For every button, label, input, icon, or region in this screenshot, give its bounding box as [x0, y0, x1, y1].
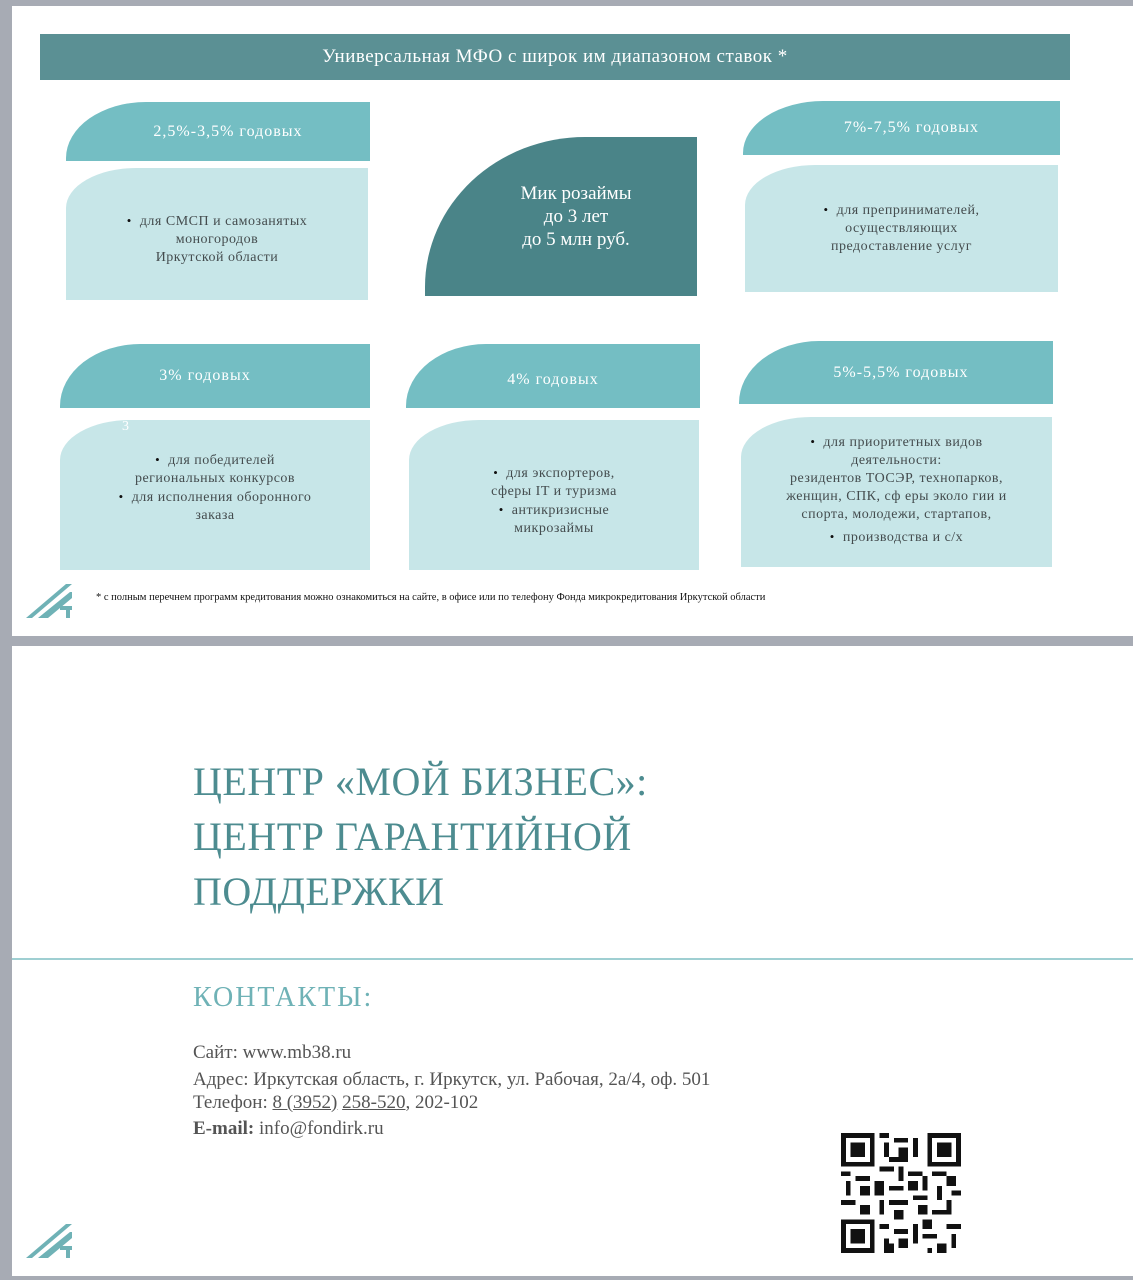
bullet-icon: • [810, 434, 816, 449]
phone-rest: , 202-102 [405, 1092, 479, 1113]
footnote: * с полным перечнем программ кредитования можно ознакомиться на сайте, в офисе или по телефону Фонда микрокредитования Иркутской области [96, 592, 766, 603]
rate-header-3 [60, 344, 370, 408]
rate-label: 3% годовых [159, 367, 251, 384]
rate-body-5 [741, 417, 1052, 567]
rate-header-4 [406, 344, 700, 408]
rate-body-3 [60, 420, 370, 570]
bullet-icon: • [829, 529, 835, 544]
card-text: для препринимателей, [836, 203, 980, 218]
card-line: женщин, СПК, сф еры эколо гии и [786, 489, 1007, 504]
center-line-2: до 3 лет [543, 206, 609, 227]
contacts-heading: КОНТАКТЫ: [193, 982, 374, 1013]
title-line-2: ЦЕНТР ГАРАНТИЙНОЙ [193, 814, 632, 859]
center-line-1: Мик розаймы [520, 183, 632, 204]
fund-logo-icon [26, 1216, 76, 1258]
card-line: осуществляющих [845, 221, 958, 236]
rate-label: 5%-5,5% годовых [833, 363, 969, 381]
card-line [741, 528, 1052, 547]
card-line: сферы IT и туризма [491, 484, 617, 499]
card-text: для исполнения оборонного [131, 490, 312, 505]
phone-link[interactable]: 258-520 [342, 1092, 406, 1113]
card-line: микрозаймы [514, 521, 594, 536]
divider [12, 958, 1133, 960]
bullet-icon: • [498, 502, 504, 517]
email-link[interactable]: info@fondirk.ru [254, 1118, 384, 1139]
bullet-icon: • [823, 202, 829, 217]
rate-label: 4% годовых [507, 371, 599, 388]
rate-header-2-5 [66, 102, 370, 161]
rate-header-7 [743, 101, 1060, 155]
rate-body-7 [745, 165, 1058, 292]
card-text: для СМСП и самозанятых [139, 214, 308, 229]
banner-title: Универсальная МФО с широк им диапазоном ставок * [40, 34, 1070, 80]
card-line: моногородов [175, 232, 259, 247]
contact-address: Адрес: Иркутская область, г. Иркутск, ул. Рабочая, 2а/4, оф. 501 [193, 1069, 711, 1090]
rate-header-5 [739, 341, 1053, 404]
contact-site: Сайт: www.mb38.ru [193, 1042, 352, 1063]
card-line: Иркутской области [155, 250, 279, 265]
card-text: для приоритетных видов [823, 435, 983, 450]
rate-label: 7%-7,5% годовых [843, 119, 980, 136]
rate-label: 2,5%-3,5% годовых [153, 122, 303, 140]
page-title [193, 754, 648, 919]
card-line: деятельности: [851, 453, 942, 468]
slide-contacts [12, 646, 1133, 1276]
card-text: антикризисные [511, 503, 610, 518]
title-line-1: ЦЕНТР «МОЙ БИЗНЕС»: [193, 759, 648, 804]
card-line [60, 451, 370, 470]
card-line: предоставление услуг [831, 239, 972, 254]
bullet-icon: • [118, 489, 124, 504]
bullet-icon: • [493, 465, 499, 480]
card-line: региональных конкурсов [134, 471, 296, 486]
card-marker: 3 [122, 419, 130, 434]
bullet-icon: • [155, 452, 161, 467]
card-line: спорта, молодежи, стартапов, [801, 507, 992, 522]
contact-phone [193, 1092, 478, 1114]
card-line: заказа [195, 508, 235, 523]
microloan-summary-card [425, 137, 697, 296]
phone-link[interactable]: 8 (3952) [272, 1092, 338, 1113]
qr-code-icon[interactable] [841, 1133, 961, 1253]
title-line-3: ПОДДЕРЖКИ [193, 869, 445, 914]
card-line [409, 501, 699, 520]
card-text: производства и с/х [842, 530, 964, 545]
center-line-3: до 5 млн руб. [522, 229, 630, 250]
fund-logo-icon [26, 576, 76, 618]
rate-body-4 [409, 420, 699, 570]
card-line [66, 212, 368, 231]
card-text: для победителей [168, 453, 275, 468]
card-text: для экспортеров, [506, 466, 615, 481]
rate-body-2-5 [66, 168, 368, 300]
contact-email [193, 1118, 384, 1140]
email-label: E-mail: [193, 1118, 255, 1139]
card-line [60, 488, 370, 507]
card-line [409, 464, 699, 483]
phone-label: Телефон: [193, 1092, 273, 1113]
card-line [745, 201, 1058, 220]
card-line: резидентов ТОСЭР, технопарков, [789, 471, 1004, 486]
bullet-icon: • [126, 213, 132, 228]
slide-microloans [12, 6, 1133, 636]
card-line [741, 433, 1052, 452]
